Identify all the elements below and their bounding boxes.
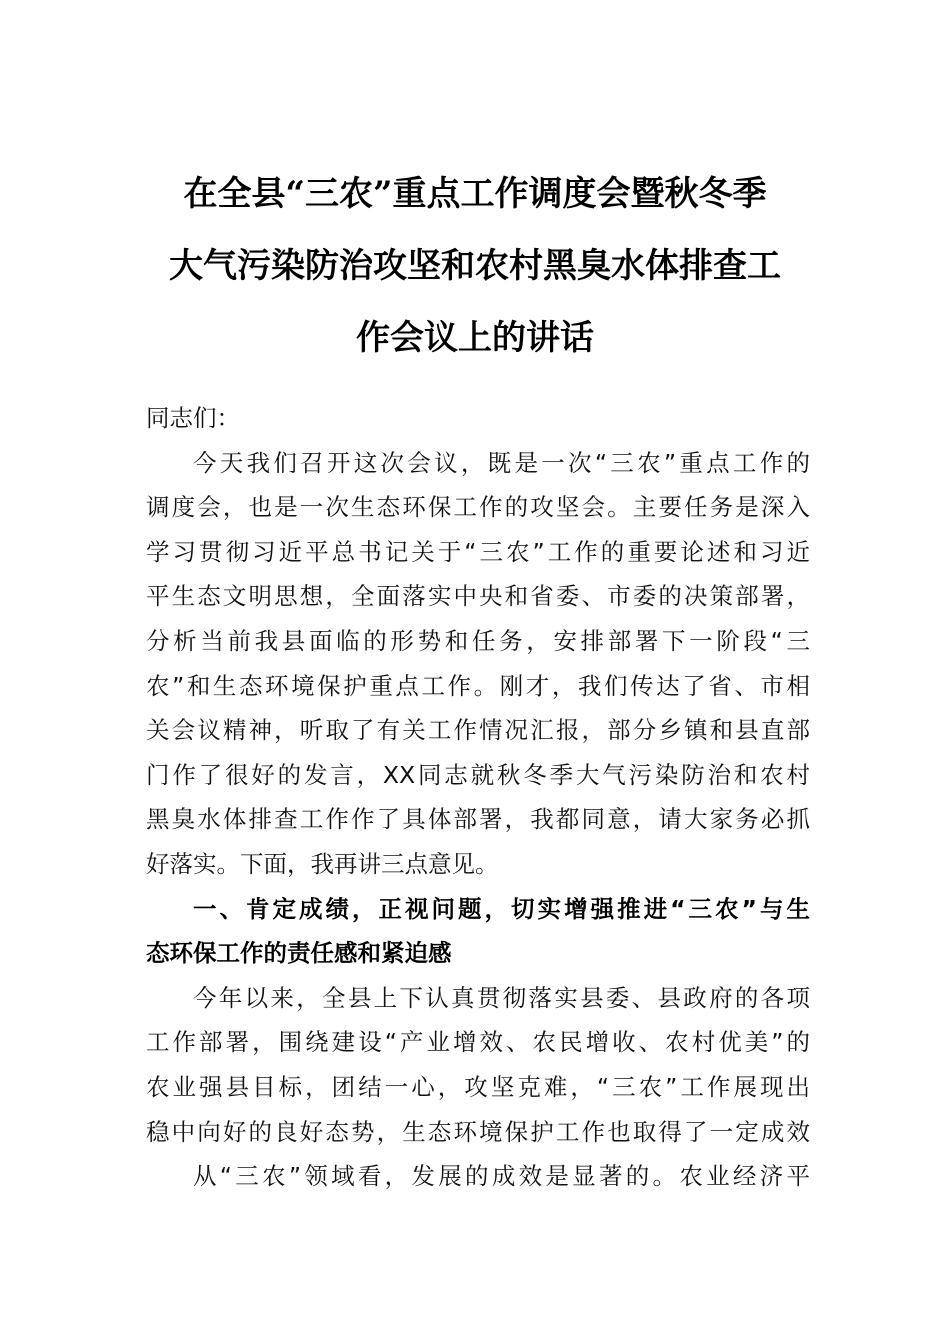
paragraph-line: 平生态文明思想，全面落实中央和省委、市委的决策部署， [146,582,810,611]
document-title [150,158,800,374]
salutation: 同志们： [146,404,240,432]
heading-line: 态环保工作的责任感和紧迫感 [146,939,452,968]
paragraph-line: 好落实。下面，我再讲三点意见。 [146,849,499,878]
paragraph-line: 学习贯彻习近平总书记关于“三农”工作的重要论述和习近 [146,537,810,566]
section-heading-1 [146,887,810,976]
paragraph-line: 关会议精神，听取了有关工作情况汇报，部分乡镇和县直部 [146,716,810,745]
paragraph-achievements [146,976,810,1154]
paragraph-line: 门作了很好的发言，XX同志就秋冬季大气污染防治和农村 [146,760,810,789]
heading-line: 一、肯定成绩，正视问题，切实增强推进“三农”与生 [193,894,810,923]
paragraph-line: 农”和生态环境保护重点工作。刚才，我们传达了省、市相 [146,671,810,700]
title-line-2: 大气污染防治攻坚和农村黑臭水体排查工 [169,246,781,286]
paragraph-opening [146,441,810,887]
title-line-3: 作会议上的讲话 [356,318,594,358]
title-line-1: 在全县“三农”重点工作调度会暨秋冬季 [183,174,767,214]
paragraph-line: 工作部署，围绕建设“产业增效、农民增收、农村优美”的 [146,1028,810,1057]
paragraph-line: 农业强县目标，团结一心，攻坚克难，“三农”工作展现出 [146,1072,810,1101]
document-body [146,396,810,1199]
paragraph-line: 调度会，也是一次生态环保工作的攻坚会。主要任务是深入 [146,493,810,522]
paragraph-line: 今年以来，全县上下认真贯彻落实县委、县政府的各项 [193,983,810,1012]
paragraph-line: 分析当前我县面临的形势和任务，安排部署下一阶段“三 [146,626,810,655]
paragraph-line: 稳中向好的良好态势，生态环境保护工作也取得了一定成效 [146,1117,810,1146]
paragraph-agriculture [146,1154,810,1199]
paragraph-line: 黑臭水体排查工作作了具体部署，我都同意，请大家务必抓 [146,805,810,834]
paragraph-line: 今天我们召开这次会议，既是一次“三农”重点工作的 [193,448,810,477]
paragraph-line: 从“三农”领域看，发展的成效是显著的。农业经济平 [193,1162,810,1191]
